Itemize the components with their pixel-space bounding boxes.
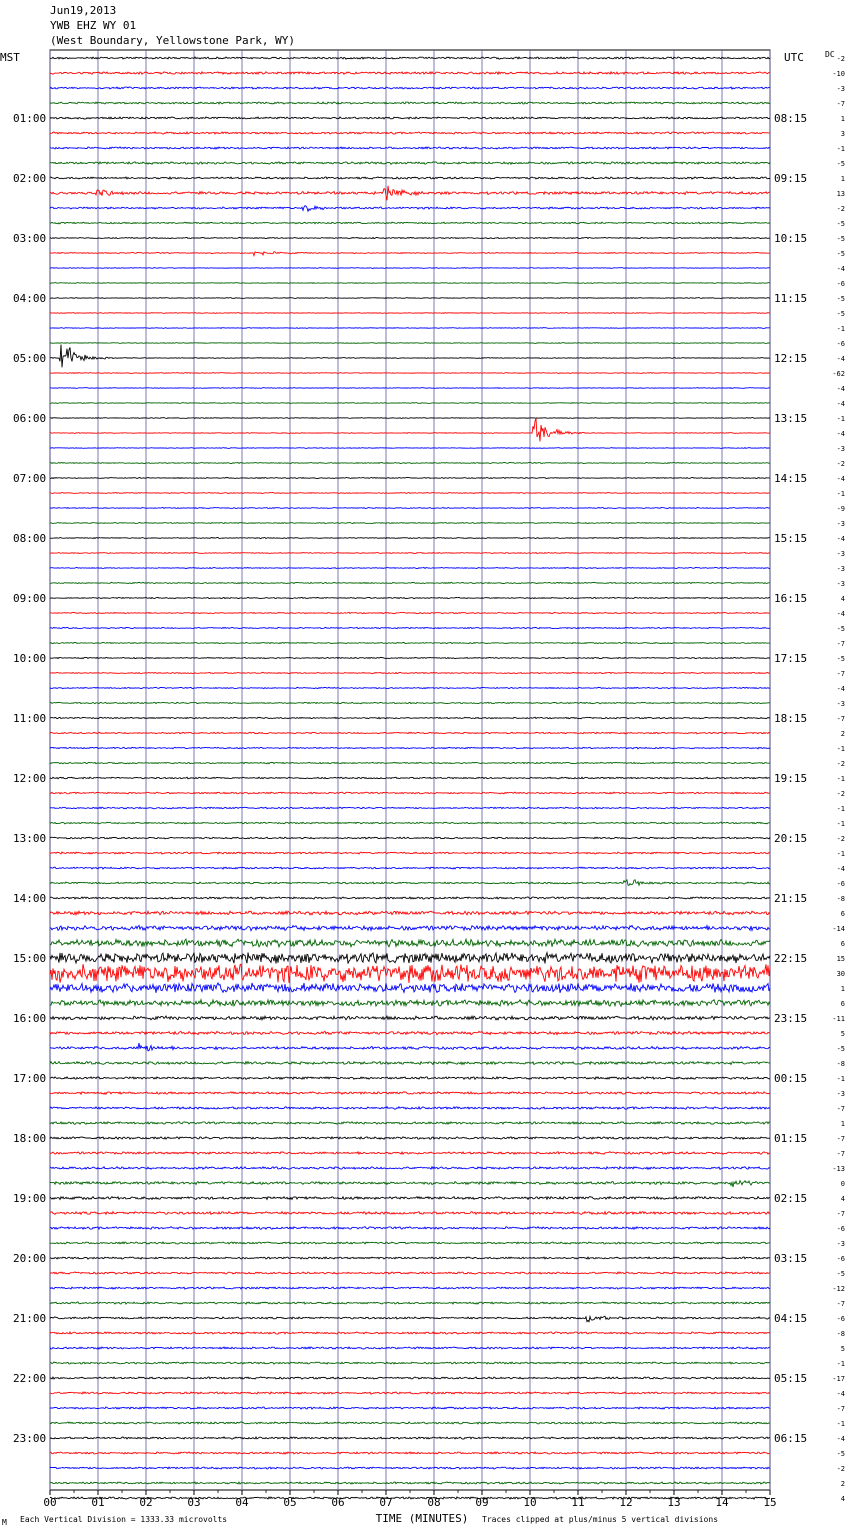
trace-line	[50, 268, 770, 269]
dc-offset-value: -1	[836, 775, 845, 783]
dc-offset-value: -3	[836, 700, 845, 708]
right-hour-label: 14:15	[774, 472, 808, 485]
dc-offset-value: -6	[836, 1225, 845, 1233]
left-hour-label: 17:00	[13, 1072, 47, 1085]
left-hour-label: 02:00	[13, 172, 47, 185]
trace-line	[50, 627, 770, 628]
trace-line	[50, 237, 770, 238]
x-tick-label: 00	[43, 1496, 57, 1509]
left-axis-label: MST	[0, 51, 20, 64]
trace-line	[50, 1377, 770, 1379]
x-tick-label: 08	[427, 1496, 441, 1509]
trace-line	[50, 926, 770, 931]
dc-label: DC	[825, 50, 835, 59]
trace-line	[50, 747, 770, 749]
left-hour-label: 13:00	[13, 832, 47, 845]
dc-offset-value: -5	[836, 160, 845, 168]
x-tick-label: 06	[331, 1496, 345, 1509]
dc-offset-value: -4	[836, 385, 845, 393]
dc-offset-value: -8	[836, 1060, 845, 1068]
dc-offset-value: 3	[840, 130, 845, 138]
trace-line	[50, 508, 770, 509]
trace-line	[50, 57, 770, 59]
dc-offset-value: -4	[836, 475, 845, 483]
dc-offset-value: -2	[836, 835, 845, 843]
right-hour-label: 13:15	[774, 412, 808, 425]
left-hour-label: 23:00	[13, 1432, 47, 1445]
trace-line	[50, 252, 770, 256]
trace-line	[50, 448, 770, 449]
trace-line	[50, 388, 770, 389]
dc-offset-value: -12	[832, 1285, 845, 1293]
dc-offset-value: -6	[836, 340, 845, 348]
trace-line	[50, 880, 770, 886]
dc-offset-value: 15	[836, 955, 845, 963]
dc-offset-value: 6	[840, 940, 845, 948]
trace-line	[50, 1482, 770, 1484]
dc-offset-value: -1	[836, 805, 845, 813]
trace-line	[50, 132, 770, 134]
trace-line	[50, 1227, 770, 1230]
trace-line	[50, 523, 770, 524]
dc-offset-value: -62	[832, 370, 845, 378]
dc-offset-value: -5	[836, 310, 845, 318]
right-hour-label: 16:15	[774, 592, 808, 605]
dc-offset-value: -4	[836, 1390, 845, 1398]
dc-offset-value: -10	[832, 70, 845, 78]
trace-line	[50, 283, 770, 284]
trace-line	[50, 1272, 770, 1274]
trace-line	[50, 206, 770, 212]
dc-offset-value: 4	[840, 595, 845, 603]
trace-line	[50, 102, 770, 104]
right-axis-label: UTC	[784, 51, 804, 64]
dc-offset-value: -8	[836, 895, 845, 903]
trace-group	[50, 57, 770, 1499]
dc-offset-value: -5	[836, 1045, 845, 1053]
dc-offset-value: 1	[840, 1120, 845, 1128]
trace-line	[50, 582, 770, 583]
dc-offset-value: 2	[840, 1480, 845, 1488]
dc-offset-value: -8	[836, 1330, 845, 1338]
dc-offset-value: -7	[836, 1300, 845, 1308]
right-hour-label: 01:15	[774, 1132, 808, 1145]
dc-offset-value: -1	[836, 415, 845, 423]
dc-offset-value: -4	[836, 865, 845, 873]
dc-offset-value: -3	[836, 580, 845, 588]
dc-offset-value: -3	[836, 565, 845, 573]
left-hour-label: 04:00	[13, 292, 47, 305]
dc-offset-value: -7	[836, 1150, 845, 1158]
trace-line	[50, 807, 770, 809]
trace-line	[50, 553, 770, 554]
trace-line	[50, 177, 770, 179]
left-hour-label: 19:00	[13, 1192, 47, 1205]
dc-offset-value: -2	[836, 460, 845, 468]
dc-offset-value: -4	[836, 535, 845, 543]
right-hour-label: 22:15	[774, 952, 808, 965]
trace-line	[50, 792, 770, 794]
trace-line	[50, 345, 770, 368]
right-hour-label: 21:15	[774, 892, 808, 905]
left-hour-label: 11:00	[13, 712, 47, 725]
trace-line	[50, 72, 770, 74]
dc-offset-value: -5	[836, 625, 845, 633]
right-hour-label: 23:15	[774, 1012, 808, 1025]
x-tick-label: 09	[475, 1496, 489, 1509]
trace-line	[50, 418, 770, 419]
trace-line	[50, 597, 770, 598]
dc-offset-value: -3	[836, 550, 845, 558]
trace-line	[50, 1167, 770, 1170]
x-tick-label: 05	[283, 1496, 297, 1509]
left-hour-label: 08:00	[13, 532, 47, 545]
x-tick-label: 11	[571, 1496, 585, 1509]
right-hour-label: 04:15	[774, 1312, 808, 1325]
trace-line	[50, 343, 770, 344]
dc-offset-value: -5	[836, 655, 845, 663]
trace-line	[50, 117, 770, 119]
dc-offset-value: -5	[836, 250, 845, 258]
left-hour-label: 10:00	[13, 652, 47, 665]
dc-offset-value: -4	[836, 1435, 845, 1443]
trace-line	[50, 953, 770, 964]
x-tick-label: 15	[763, 1496, 777, 1509]
right-hour-label: 06:15	[774, 1432, 808, 1445]
dc-offset-value: -13	[832, 1165, 845, 1173]
left-hour-label: 15:00	[13, 952, 47, 965]
chart-grid	[50, 50, 770, 1495]
dc-offset-value: -14	[832, 925, 845, 933]
dc-offset-value: -3	[836, 1240, 845, 1248]
location-label: (West Boundary, Yellowstone Park, WY)	[50, 34, 296, 47]
x-axis-label: TIME (MINUTES)	[375, 1512, 469, 1525]
dc-offset-value: -6	[836, 1255, 845, 1263]
right-hour-label: 17:15	[774, 652, 808, 665]
x-tick-label: 01	[91, 1496, 105, 1509]
left-hour-label: 16:00	[13, 1012, 47, 1025]
trace-line	[50, 162, 770, 165]
trace-line	[50, 1043, 770, 1051]
trace-line	[50, 702, 770, 704]
trace-line	[50, 911, 770, 915]
dc-offset-value: -17	[832, 1375, 845, 1383]
dc-offset-value: -6	[836, 1315, 845, 1323]
dc-offset-value: -4	[836, 400, 845, 408]
right-hour-label: 05:15	[774, 1372, 808, 1385]
dc-offset-value: -1	[836, 850, 845, 858]
trace-line	[50, 462, 770, 463]
dc-offset-value: -2	[836, 205, 845, 213]
trace-line	[50, 964, 770, 983]
x-tick-label: 03	[187, 1496, 201, 1509]
left-hour-label: 18:00	[13, 1132, 47, 1145]
trace-line	[50, 1287, 770, 1289]
trace-line	[50, 1000, 770, 1007]
dc-offset-value: -1	[836, 1360, 845, 1368]
trace-line	[50, 1062, 770, 1065]
dc-offset-value: -5	[836, 295, 845, 303]
dc-offset-value: -7	[836, 1105, 845, 1113]
trace-line	[50, 1362, 770, 1364]
trace-line	[50, 222, 770, 224]
trace-line	[50, 1197, 770, 1200]
dc-offset-value: -1	[836, 145, 845, 153]
trace-line	[50, 298, 770, 299]
trace-line	[50, 186, 770, 201]
dc-offset-value: -4	[836, 355, 845, 363]
dc-offset-value: -3	[836, 1090, 845, 1098]
trace-line	[50, 1031, 770, 1035]
trace-line	[50, 1302, 770, 1304]
dc-offset-value: -7	[836, 670, 845, 678]
trace-line	[50, 897, 770, 899]
right-hour-label: 11:15	[774, 292, 808, 305]
trace-line	[50, 568, 770, 569]
dc-offset-value: 6	[840, 910, 845, 918]
trace-line	[50, 87, 770, 89]
right-hour-label: 20:15	[774, 832, 808, 845]
x-tick-label: 07	[379, 1496, 393, 1509]
clip-note: Traces clipped at plus/minus 5 vertical divisions	[482, 1515, 719, 1524]
left-hour-label: 06:00	[13, 412, 47, 425]
dc-offset-value: -9	[836, 505, 845, 513]
trace-line	[50, 852, 770, 854]
dc-offset-value: 13	[836, 190, 845, 198]
dc-offset-value: -1	[836, 745, 845, 753]
dc-offset-value: -5	[836, 1450, 845, 1458]
right-hour-label: 08:15	[774, 112, 808, 125]
dc-offset-value: -1	[836, 490, 845, 498]
dc-offset-value: -5	[836, 1270, 845, 1278]
left-hour-label: 22:00	[13, 1372, 47, 1385]
left-hour-label: 21:00	[13, 1312, 47, 1325]
dc-offset-value: -3	[836, 445, 845, 453]
dc-offset-value: -3	[836, 520, 845, 528]
dc-offset-value: -6	[836, 280, 845, 288]
dc-offset-value: -7	[836, 100, 845, 108]
trace-line	[50, 1242, 770, 1244]
x-tick-label: 14	[715, 1496, 729, 1509]
scale-note: Each Vertical Division = 1333.33 microvolts	[20, 1515, 228, 1524]
dc-offset-value: -2	[836, 1465, 845, 1473]
right-hour-label: 10:15	[774, 232, 808, 245]
dc-offset-value: -4	[836, 610, 845, 618]
dc-offset-value: 5	[840, 1345, 845, 1353]
trace-line	[50, 1122, 770, 1125]
trace-line	[50, 612, 770, 613]
trace-line	[50, 147, 770, 149]
left-hour-label: 07:00	[13, 472, 47, 485]
dc-offset-value: 1	[840, 115, 845, 123]
trace-line	[50, 478, 770, 479]
x-tick-label: 12	[619, 1496, 633, 1509]
trace-line	[50, 538, 770, 539]
trace-line	[50, 1392, 770, 1394]
trace-line	[50, 1497, 770, 1499]
trace-line	[50, 1332, 770, 1334]
left-hour-label: 05:00	[13, 352, 47, 365]
date-label: Jun19,2013	[50, 4, 117, 17]
trace-line	[50, 1437, 770, 1439]
dc-offset-value: 4	[840, 1195, 845, 1203]
right-hour-label: 03:15	[774, 1252, 808, 1265]
trace-line	[50, 1137, 770, 1140]
trace-line	[50, 373, 770, 374]
trace-line	[50, 939, 770, 947]
left-hour-label: 09:00	[13, 592, 47, 605]
trace-line	[50, 493, 770, 494]
right-hour-label: 12:15	[774, 352, 808, 365]
dc-offset-value: 6	[840, 1000, 845, 1008]
dc-offset-value: -2	[836, 760, 845, 768]
trace-line	[50, 313, 770, 314]
dc-offset-value: -3	[836, 85, 845, 93]
trace-line	[50, 762, 770, 764]
trace-line	[50, 1077, 770, 1080]
dc-offset-value: 4	[840, 1495, 845, 1503]
trace-line	[50, 418, 770, 441]
x-tick-label: 04	[235, 1496, 249, 1509]
trace-line	[50, 1016, 770, 1020]
plot-frame	[50, 50, 770, 1490]
trace-line	[50, 1452, 770, 1454]
dc-offset-value: -1	[836, 1420, 845, 1428]
left-hour-label: 20:00	[13, 1252, 47, 1265]
trace-line	[50, 837, 770, 839]
x-tick-label: 13	[667, 1496, 681, 1509]
x-tick-label: 02	[139, 1496, 153, 1509]
right-hour-label: 02:15	[774, 1192, 808, 1205]
left-hour-label: 12:00	[13, 772, 47, 785]
x-tick-label: 10	[523, 1496, 537, 1509]
dc-offset-value: -2	[836, 55, 845, 63]
dc-offset-value: -7	[836, 1405, 845, 1413]
trace-line	[50, 1212, 770, 1215]
dc-offset-value: -6	[836, 880, 845, 888]
trace-line	[50, 328, 770, 329]
dc-offset-value: -1	[836, 325, 845, 333]
trace-line	[50, 642, 770, 643]
trace-line	[50, 403, 770, 404]
dc-offset-value: -4	[836, 265, 845, 273]
footer-mark: M	[2, 1518, 7, 1527]
dc-offset-value: -4	[836, 685, 845, 693]
dc-offset-value: -7	[836, 715, 845, 723]
dc-offset-value: 1	[840, 985, 845, 993]
trace-line	[50, 1422, 770, 1424]
right-hour-label: 18:15	[774, 712, 808, 725]
trace-line	[50, 1152, 770, 1155]
dc-offset-value: 0	[840, 1180, 845, 1188]
trace-line	[50, 1181, 770, 1187]
trace-line	[50, 983, 770, 993]
trace-line	[50, 732, 770, 734]
trace-line	[50, 687, 770, 688]
dc-offset-value: -7	[836, 640, 845, 648]
dc-offset-value: 2	[840, 730, 845, 738]
trace-line	[50, 657, 770, 658]
left-hour-label: 14:00	[13, 892, 47, 905]
dc-offset-value: -5	[836, 235, 845, 243]
trace-line	[50, 867, 770, 869]
trace-line	[50, 1347, 770, 1349]
trace-line	[50, 1407, 770, 1409]
right-hour-label: 19:15	[774, 772, 808, 785]
trace-line	[50, 1316, 770, 1322]
dc-offset-value: -7	[836, 1210, 845, 1218]
dc-offset-value: 1	[840, 175, 845, 183]
trace-line	[50, 717, 770, 719]
trace-line	[50, 822, 770, 824]
dc-offset-value: -5	[836, 220, 845, 228]
dc-offset-value: 5	[840, 1030, 845, 1038]
dc-offset-value: -11	[832, 1015, 845, 1023]
right-hour-label: 09:15	[774, 172, 808, 185]
trace-line	[50, 777, 770, 779]
trace-line	[50, 672, 770, 673]
station-label: YWB EHZ WY 01	[50, 19, 137, 32]
trace-line	[50, 1092, 770, 1095]
left-hour-label: 01:00	[13, 112, 47, 125]
right-hour-label: 15:15	[774, 532, 808, 545]
dc-offset-value: -7	[836, 1135, 845, 1143]
trace-line	[50, 1467, 770, 1469]
right-hour-label: 00:15	[774, 1072, 808, 1085]
trace-line	[50, 1257, 770, 1259]
trace-line	[50, 1107, 770, 1110]
dc-offset-value: -1	[836, 1075, 845, 1083]
dc-offset-value: -1	[836, 820, 845, 828]
left-hour-label: 03:00	[13, 232, 47, 245]
dc-offset-value: -2	[836, 790, 845, 798]
dc-offset-value: -4	[836, 430, 845, 438]
dc-offset-value: 30	[836, 970, 845, 978]
